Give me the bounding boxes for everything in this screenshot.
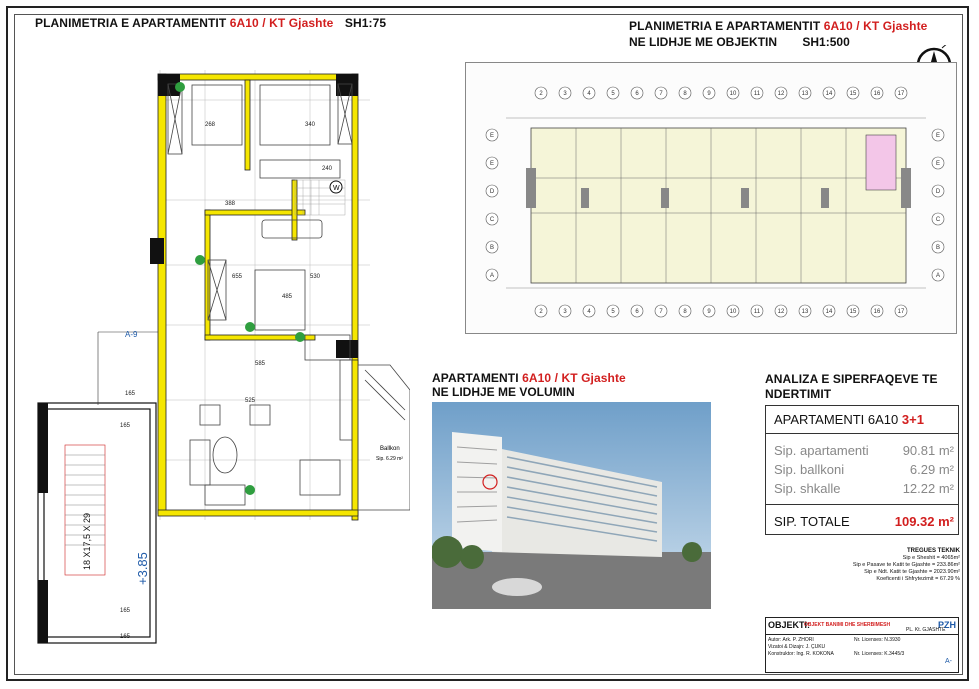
level-mark: +3.85 xyxy=(135,552,150,585)
technical-line: Sip e Ndt. Katit te Gjashte = 2023.90m² xyxy=(864,569,960,575)
axis-number-top: 6 xyxy=(635,91,639,97)
analysis-total-row xyxy=(774,514,954,529)
analysis-header-row xyxy=(774,412,954,427)
stamp-objekti: OBJEKTI: xyxy=(768,620,811,630)
axis-number-bottom: 2 xyxy=(539,309,543,315)
apartment-floor-plan xyxy=(20,60,410,660)
axis-number-top: 3 xyxy=(563,91,567,97)
balcony-label: Ballkon xyxy=(380,446,400,452)
dim-10: 165 xyxy=(125,391,136,397)
analysis-title-1: ANALIZA E SIPERFAQEVE TE xyxy=(765,372,938,386)
site-plan-title-text: PLANIMETRIA E APARTAMENTIT xyxy=(629,19,821,33)
stamp-sheet: A- xyxy=(945,658,952,665)
stamp-key: Konstruktor: xyxy=(768,651,795,657)
axis-label: A-9 xyxy=(125,330,138,339)
axis-letter-left: A xyxy=(489,273,495,279)
axis-number-top: 14 xyxy=(825,91,833,97)
dim-2: 340 xyxy=(305,122,316,128)
analysis-row-value: 6.29 m² xyxy=(909,462,954,477)
dim-13: 165 xyxy=(120,634,131,640)
axis-number-bottom: 15 xyxy=(849,309,857,315)
stamp-divider xyxy=(766,634,958,635)
axis-letter-left: E xyxy=(489,133,495,139)
volume-subtitle: NE LIDHJE ME VOLUMIN xyxy=(432,385,575,399)
axis-number-bottom: 10 xyxy=(729,309,737,315)
axis-number-bottom: 4 xyxy=(587,309,591,315)
axis-number-top: 9 xyxy=(707,91,711,97)
dim-4: 388 xyxy=(225,201,236,207)
axis-number-bottom: 13 xyxy=(801,309,809,315)
technical-line: Sip e Pasave te Katit te Gjashte = 233.86m² xyxy=(852,562,960,568)
axis-number-top: 12 xyxy=(777,91,785,97)
axis-number-top: 10 xyxy=(729,91,737,97)
site-plan-subtitle xyxy=(629,35,850,49)
site-plan-line2: NE LIDHJE ME OBJEKTIN xyxy=(629,35,778,49)
analysis-row-stair xyxy=(774,481,954,496)
stamp-floor: PL. Kt. GJASHTE xyxy=(906,627,946,633)
dim-5: 655 xyxy=(232,274,243,280)
dim-7: 485 xyxy=(282,294,293,300)
volume-apartment: 6A10 / KT Gjashte xyxy=(522,371,626,385)
analysis-row-value: 12.22 m² xyxy=(902,481,954,496)
area-analysis-table xyxy=(765,405,959,535)
stamp-value: J. ÇUKU xyxy=(805,644,826,650)
floor-plan-scale: SH1:75 xyxy=(344,16,387,30)
axis-number-top: 16 xyxy=(873,91,881,97)
axis-number-top: 11 xyxy=(753,91,761,97)
axis-number-top: 2 xyxy=(539,91,543,97)
axis-number-bottom: 5 xyxy=(611,309,615,315)
analysis-row-apartment xyxy=(774,443,954,458)
axis-letter-right: E xyxy=(935,161,941,167)
analysis-apartment-label xyxy=(774,412,924,427)
axis-number-bottom: 14 xyxy=(825,309,833,315)
technical-line: Koeficenti i Shfrytezimit = 67.29 % xyxy=(876,576,960,582)
axis-number-bottom: 6 xyxy=(635,309,639,315)
floor-plan-title-text: PLANIMETRIA E APARTAMENTIT xyxy=(35,16,227,30)
axis-number-top: 13 xyxy=(801,91,809,97)
site-plan-title xyxy=(629,19,927,33)
axis-number-top: 8 xyxy=(683,91,687,97)
stamp-value: Ark. P. ZHORI xyxy=(782,637,814,643)
analysis-divider-2 xyxy=(766,504,958,505)
axis-letter-right: B xyxy=(935,245,941,251)
stamp-key: Autor: xyxy=(768,637,782,643)
axis-number-bottom: 3 xyxy=(563,309,567,315)
site-plan-scale: SH1:500 xyxy=(802,35,850,49)
axis-number-bottom: 7 xyxy=(659,309,663,315)
axis-letter-left: E xyxy=(489,161,495,167)
axis-number-bottom: 12 xyxy=(777,309,785,315)
analysis-total-value: 109.32 m² xyxy=(894,514,954,529)
axis-letter-right: A xyxy=(935,273,941,279)
axis-number-top: 7 xyxy=(659,91,663,97)
axis-letter-left: D xyxy=(489,189,495,195)
stamp-value: Ing. R. KOKONA xyxy=(796,651,834,657)
svg-text:W: W xyxy=(333,185,340,192)
stair-label: 18 X17,5 X 29 xyxy=(82,512,92,570)
analysis-apt-type: 3+1 xyxy=(901,412,924,427)
dim-12: 165 xyxy=(120,608,131,614)
axis-letter-right: E xyxy=(935,133,941,139)
building-rendering xyxy=(432,402,711,609)
axis-number-bottom: 8 xyxy=(683,309,687,315)
apartment-highlight xyxy=(866,135,896,190)
axis-number-bottom: 17 xyxy=(897,309,905,315)
stamp-row-3 xyxy=(768,651,834,657)
axis-number-bottom: 11 xyxy=(753,309,761,315)
axis-letter-right: C xyxy=(935,217,941,223)
axis-letter-left: C xyxy=(489,217,495,223)
analysis-apt-name: APARTAMENTI 6A10 xyxy=(774,412,899,427)
axis-number-top: 15 xyxy=(849,91,857,97)
volume-title xyxy=(432,371,626,385)
dim-11: 165 xyxy=(120,423,131,429)
dim-8: 585 xyxy=(255,361,266,367)
technical-indicators xyxy=(800,548,960,583)
stamp-row-1 xyxy=(768,637,814,643)
balcony-area: Sip. 6.29 m² xyxy=(376,456,403,462)
analysis-row-label: Sip. shkalle xyxy=(774,481,841,496)
floor-plan-title xyxy=(35,16,386,30)
stamp-license-2: Nr. Licenses: K.3445/3 xyxy=(854,651,905,657)
axis-letter-left: B xyxy=(489,245,495,251)
analysis-row-value: 90.81 m² xyxy=(902,443,954,458)
dim-6: 530 xyxy=(310,274,321,280)
site-plan-apartment: 6A10 / KT Gjashte xyxy=(823,19,928,33)
technical-line: Sip e Sheshit = 4065m² xyxy=(902,555,960,561)
stamp-object-name: OBJEKT BANIMI DHE SHERBIMESH xyxy=(804,622,891,628)
analysis-row-label: Sip. apartamenti xyxy=(774,443,869,458)
dim-9: 525 xyxy=(245,398,256,404)
stamp-key: Vizatoi & Dizajn: xyxy=(768,644,805,650)
technical-header: TREGUES TEKNIK xyxy=(906,548,960,554)
analysis-total-label: SIP. TOTALE xyxy=(774,514,850,529)
dim-3: 240 xyxy=(322,166,333,172)
stamp-pzh-logo: PZH xyxy=(938,620,956,630)
dim-1: 268 xyxy=(205,122,216,128)
analysis-divider-1 xyxy=(766,433,958,434)
axis-number-bottom: 9 xyxy=(707,309,711,315)
axis-number-top: 17 xyxy=(897,91,905,97)
stamp-license-1: Nr. Licenses: N.3930 xyxy=(854,637,901,643)
title-block xyxy=(765,617,959,673)
analysis-title-2: NDERTIMIT xyxy=(765,387,832,401)
building-site-plan xyxy=(465,62,957,334)
stamp-row-2 xyxy=(768,644,825,650)
axis-number-top: 5 xyxy=(611,91,615,97)
analysis-row-balcony xyxy=(774,462,954,477)
axis-number-top: 4 xyxy=(587,91,591,97)
analysis-row-label: Sip. ballkoni xyxy=(774,462,845,477)
axis-letter-right: D xyxy=(935,189,941,195)
floor-plan-apartment: 6A10 / KT Gjashte xyxy=(229,16,334,30)
volume-title-text: APARTAMENTI xyxy=(432,371,519,385)
axis-number-bottom: 16 xyxy=(873,309,881,315)
